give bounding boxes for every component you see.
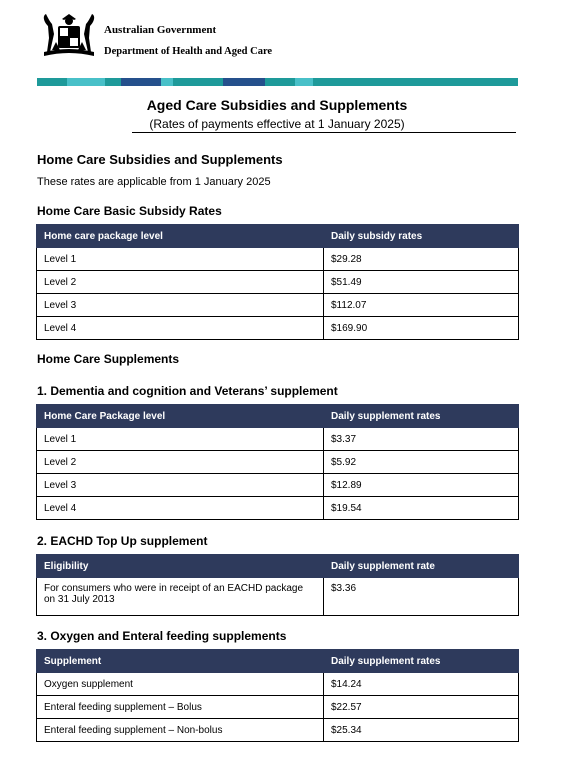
document-subtitle: (Rates of payments effective at 1 January 2025) — [149, 117, 405, 131]
rate-cell: $3.36 — [324, 578, 519, 616]
column-header: Home Care Package level — [37, 405, 324, 428]
oxygen-enteral-table — [36, 649, 519, 742]
rate-cell: $112.07 — [324, 294, 519, 317]
table-row — [37, 696, 519, 719]
stripe-segment — [223, 78, 265, 86]
page-header — [38, 12, 518, 72]
table-row — [37, 578, 519, 616]
table-row — [37, 428, 519, 451]
eligibility-cell: For consumers who were in receipt of an EACHD package on 31 July 2013 — [37, 578, 324, 616]
table-row — [37, 451, 519, 474]
table-row — [37, 271, 519, 294]
supplement-cell: Enteral feeding supplement – Bolus — [37, 696, 324, 719]
stripe-segment — [295, 78, 313, 86]
supplement-cell: Oxygen supplement — [37, 673, 324, 696]
stripe-segment — [121, 78, 161, 86]
level-cell: Level 3 — [37, 294, 324, 317]
basic-subsidy-heading: Home Care Basic Subsidy Rates — [37, 204, 222, 218]
department-name: Department of Health and Aged Care — [104, 46, 273, 57]
level-cell: Level 3 — [37, 474, 324, 497]
supplement-cell: Enteral feeding supplement – Non-bolus — [37, 719, 324, 742]
dementia-heading: 1. Dementia and cognition and Veterans’ supplement — [37, 384, 338, 398]
stripe-segment — [67, 78, 105, 86]
decorative-color-stripe — [37, 78, 518, 86]
document-title: Aged Care Subsidies and Supplements — [146, 97, 408, 113]
eachd-supplement-table — [36, 554, 519, 616]
basic-subsidy-table — [36, 224, 519, 340]
dementia-supplement-table — [36, 404, 519, 520]
column-header: Eligibility — [37, 555, 324, 578]
table-row — [37, 294, 519, 317]
stripe-segment — [173, 78, 223, 86]
rate-cell: $169.90 — [324, 317, 519, 340]
oxygen-heading: 3. Oxygen and Enteral feeding supplements — [37, 629, 287, 643]
rate-cell: $14.24 — [324, 673, 519, 696]
title-underline — [132, 132, 516, 133]
stripe-segment — [265, 78, 295, 86]
rate-cell: $25.34 — [324, 719, 519, 742]
column-header: Daily supplement rate — [324, 555, 519, 578]
rate-cell: $19.54 — [324, 497, 519, 520]
column-header: Daily supplement rates — [324, 405, 519, 428]
column-header: Supplement — [37, 650, 324, 673]
stripe-segment — [105, 78, 121, 86]
column-header: Home care package level — [37, 225, 324, 248]
rate-cell: $5.92 — [324, 451, 519, 474]
supplements-heading: Home Care Supplements — [37, 352, 180, 366]
stripe-segment — [37, 78, 67, 86]
rate-cell: $51.49 — [324, 271, 519, 294]
government-name: Australian Government — [104, 24, 217, 36]
level-cell: Level 1 — [37, 248, 324, 271]
stripe-segment — [161, 78, 173, 86]
level-cell: Level 2 — [37, 451, 324, 474]
eachd-heading: 2. EACHD Top Up supplement — [37, 534, 208, 548]
level-cell: Level 4 — [37, 317, 324, 340]
table-row — [37, 317, 519, 340]
level-cell: Level 4 — [37, 497, 324, 520]
rate-cell: $12.89 — [324, 474, 519, 497]
stripe-segment — [313, 78, 518, 86]
table-row — [37, 497, 519, 520]
rate-cell: $29.28 — [324, 248, 519, 271]
table-row — [37, 673, 519, 696]
coat-of-arms-logo — [38, 12, 100, 60]
section-heading: Home Care Subsidies and Supplements — [37, 152, 283, 167]
rate-cell: $22.57 — [324, 696, 519, 719]
level-cell: Level 1 — [37, 428, 324, 451]
intro-text: These rates are applicable from 1 January 2025 — [37, 176, 271, 188]
rate-cell: $3.37 — [324, 428, 519, 451]
table-row — [37, 248, 519, 271]
table-row — [37, 474, 519, 497]
column-header: Daily supplement rates — [324, 650, 519, 673]
table-row — [37, 719, 519, 742]
column-header: Daily subsidy rates — [324, 225, 519, 248]
level-cell: Level 2 — [37, 271, 324, 294]
